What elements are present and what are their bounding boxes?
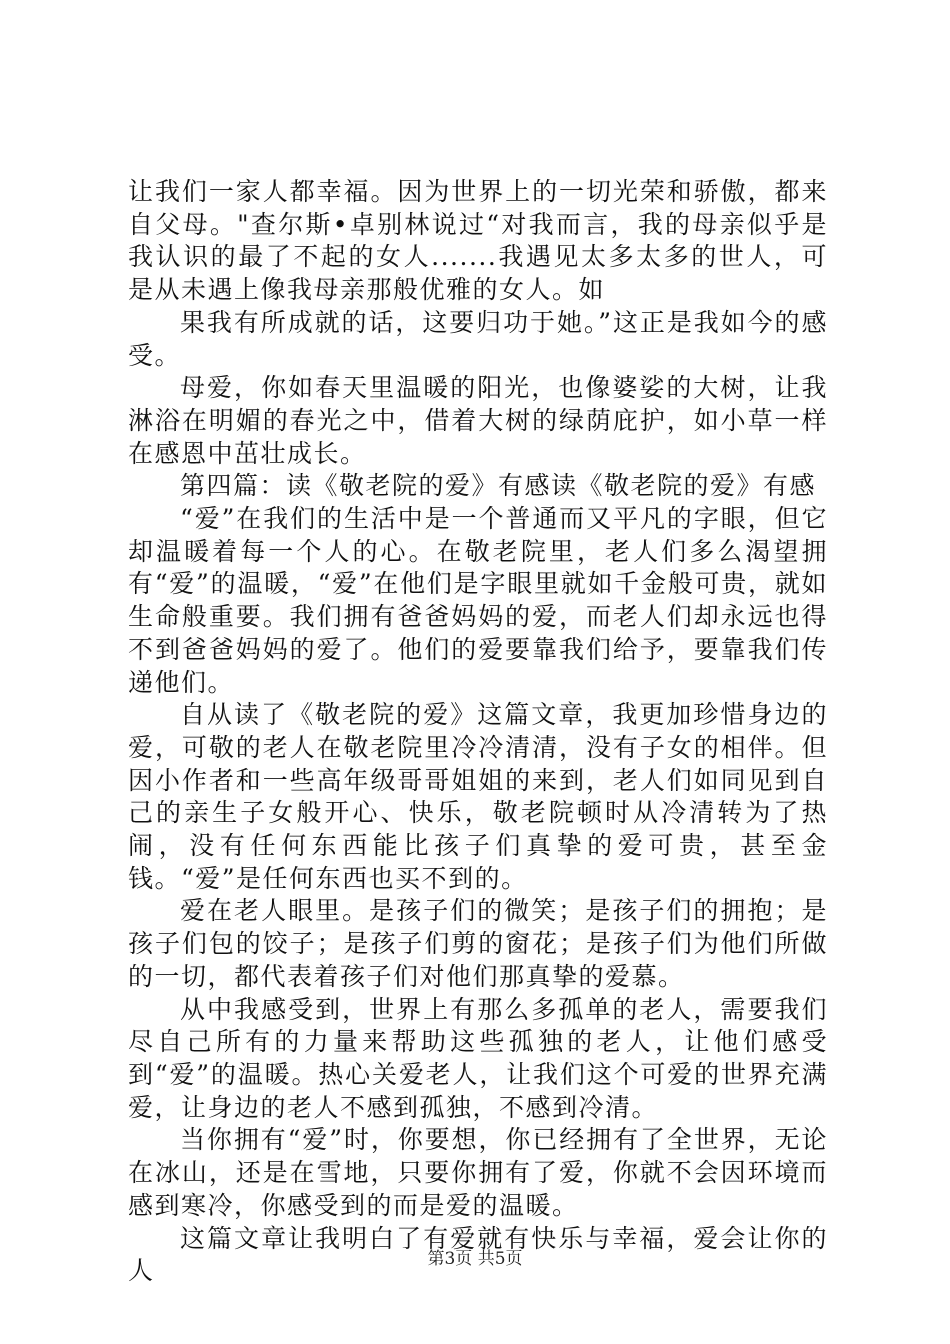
paragraph-5: “爱”在我们的生活中是一个普通而又平凡的字眼，但它却温暖着每一个人的心。在敬老院里，老人们多么渴望拥有“爱”的温暖，“爱”在他们是字眼里就如千金般可贵，就如生命般重要。我们拥有爸爸妈妈的爱，而老人们却永远也得不到爸爸妈妈的爱了。他们的爱要靠我们给予，要靠我们传递他们。 (128, 504, 828, 697)
page-footer: 第3页 共5页 (427, 1249, 523, 1269)
paragraph-9: 当你拥有“爱”时，你要想，你已经拥有了全世界，无论在冰山，还是在雪地，只要你拥有了爱，你就不会因环境而感到寒冷，你感受到的而是爱的温暖。 (128, 1125, 828, 1220)
document-body (128, 176, 828, 1288)
paragraph-10: 这篇文章让我明白了有爱就有快乐与幸福，爱会让你的人 (128, 1223, 828, 1286)
paragraph-7: 爱在老人眼里。是孩子们的微笑；是孩子们的拥抱；是孩子们包的饺子；是孩子们剪的窗花；是孩子们为他们所做的一切，都代表着孩子们对他们那真挚的爱慕。 (128, 896, 828, 991)
section-heading: 第四篇：读《敬老院的爱》有感读《敬老院的爱》有感 (180, 471, 817, 501)
paragraph-3: 母爱，你如春天里温暖的阳光，也像婆娑的大树，让我淋浴在明媚的春光之中，借着大树的绿荫庇护，如小草一样在感恩中茁壮成长。 (128, 373, 828, 468)
paragraph-8: 从中我感受到，世界上有那么多孤单的老人，需要我们尽自己所有的力量来帮助这些孤独的老人，让他们感受到“爱”的温暖。热心关爱老人，让我们这个可爱的世界充满爱，让身边的老人不感到孤独，不感到冷清。 (128, 994, 828, 1122)
paragraph-2: 果我有所成就的话，这要归功于她。”这正是我如今的感受。 (128, 307, 828, 370)
paragraph-6: 自从读了《敬老院的爱》这篇文章，我更加珍惜身边的爱，可敬的老人在敬老院里冷冷清清，没有子女的相伴。但因小作者和一些高年级哥哥姐姐的来到，老人们如同见到自己的亲生子女般开心、快乐，敬老院顿时从冷清转为了热闹，没有任何东西能比孩子们真挚的爱可贵，甚至金钱。“爱”是任何东西也买不到的。 (128, 700, 828, 893)
paragraph-1: 让我们一家人都幸福。因为世界上的一切光荣和骄傲，都来自父母。"查尔斯•卓别林说过“对我而言，我的母亲似乎是我认识的最了不起的女人.......我遇见太多太多的世人，可是从未遇上像我母亲那般优雅的女人。如 (128, 177, 828, 305)
